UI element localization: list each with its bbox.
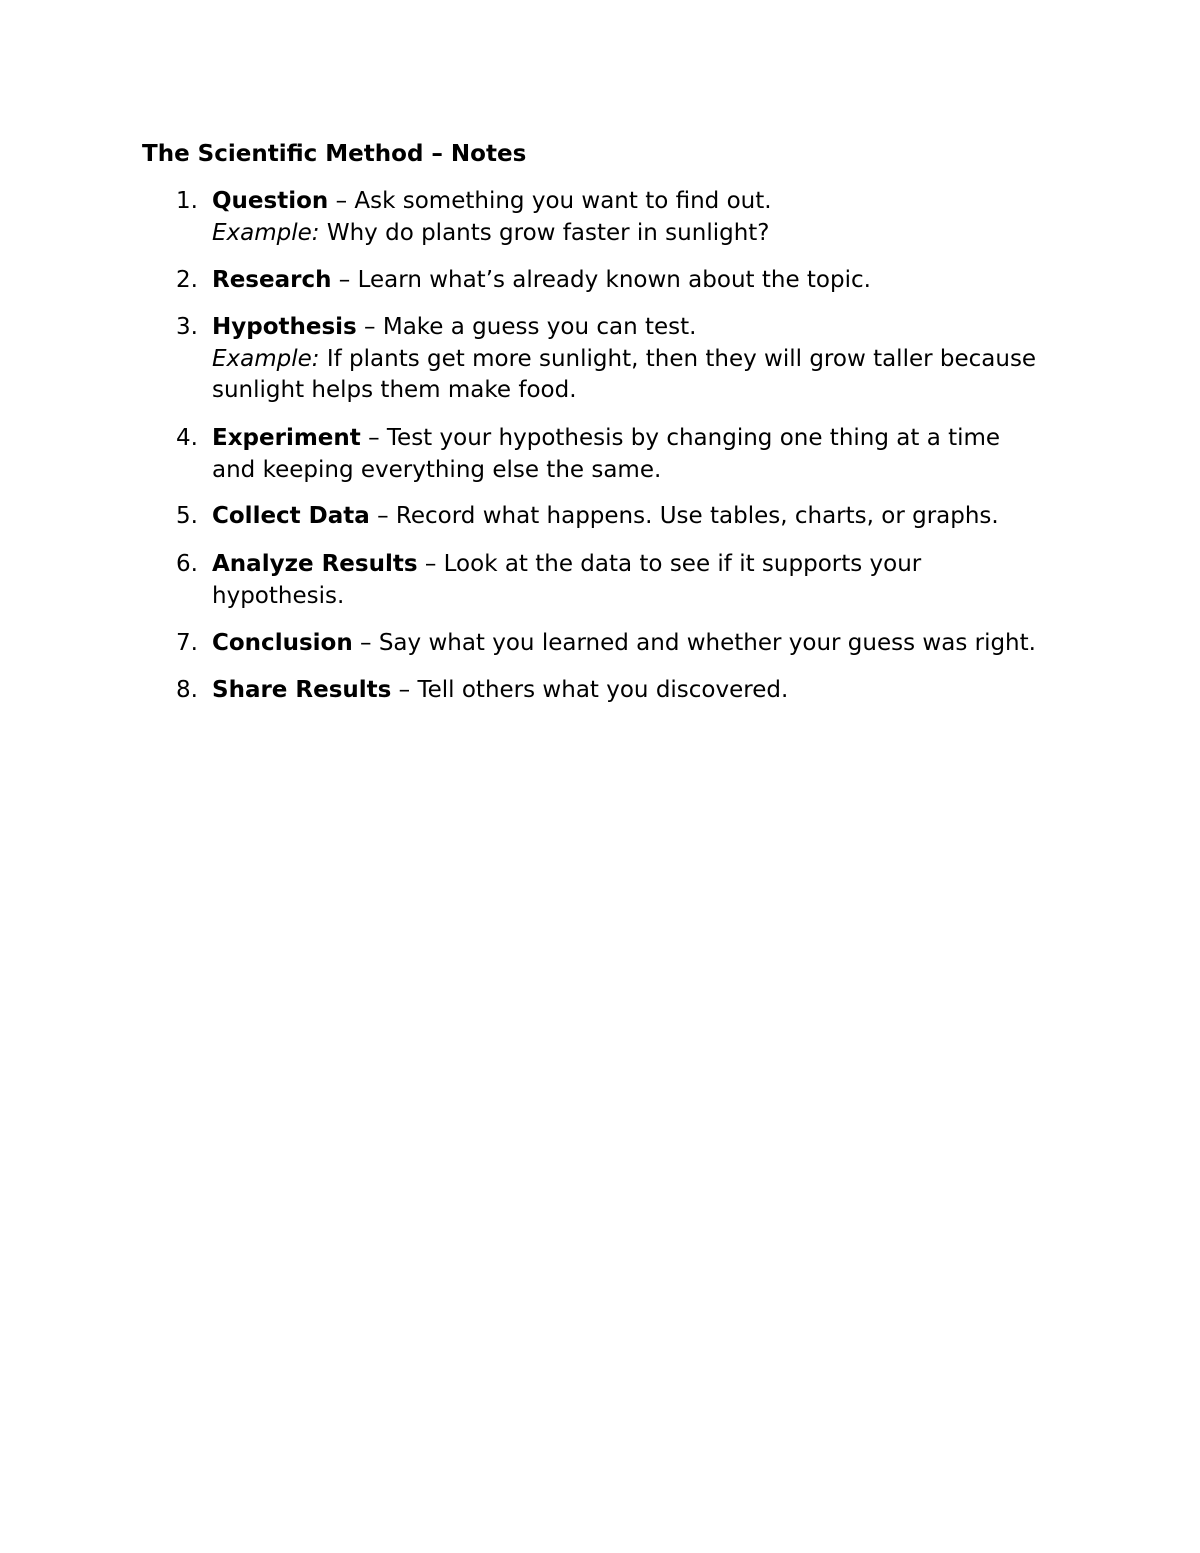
step-number: 3.	[176, 314, 198, 340]
example-line: sunlight helps them make food.	[212, 377, 577, 403]
example-text: Why do plants grow faster in sunlight?	[319, 219, 770, 246]
example-label: Example:	[212, 345, 320, 372]
step-term: Conclusion	[212, 630, 353, 656]
step-line	[212, 675, 1076, 707]
list-item	[176, 549, 1076, 612]
step-number: 1.	[176, 188, 198, 214]
step-body	[212, 265, 1076, 297]
step-description: – Learn what’s already known about the topic.	[331, 267, 871, 293]
example-line	[212, 218, 1076, 250]
step-description: – Tell others what you discovered.	[391, 677, 789, 703]
step-description: – Test your hypothesis by changing one thing at a time	[360, 425, 1001, 451]
step-line	[212, 423, 1076, 455]
step-body	[212, 675, 1076, 707]
step-term: Collect Data	[212, 503, 370, 529]
step-line: hypothesis.	[212, 582, 345, 609]
step-line	[212, 265, 1076, 297]
step-description: – Look at the data to see if it supports your	[417, 551, 922, 577]
step-body	[212, 628, 1076, 660]
step-line	[212, 312, 1076, 344]
step-body	[212, 186, 1076, 249]
step-number: 2.	[176, 267, 198, 293]
list-item	[176, 312, 1076, 407]
step-term: Question	[212, 188, 329, 214]
list-item	[176, 186, 1076, 249]
list-item	[176, 501, 1076, 533]
step-body	[212, 501, 1076, 533]
step-term: Experiment	[212, 425, 361, 451]
step-number: 5.	[176, 503, 198, 529]
step-number: 7.	[176, 630, 198, 656]
step-line	[212, 501, 1076, 533]
list-item	[176, 628, 1076, 660]
step-body	[212, 312, 1076, 407]
step-line	[212, 549, 1076, 581]
step-description: – Make a guess you can test.	[356, 314, 697, 340]
step-term: Hypothesis	[212, 314, 357, 340]
step-body	[212, 423, 1076, 486]
step-term: Research	[212, 267, 332, 293]
list-item	[176, 265, 1076, 297]
step-body	[212, 549, 1076, 612]
step-term: Share Results	[212, 677, 392, 703]
list-item	[176, 675, 1076, 707]
step-description: – Ask something you want to find out.	[328, 188, 772, 214]
example-label: Example:	[212, 219, 320, 246]
step-number: 4.	[176, 425, 198, 451]
step-term: Analyze Results	[212, 551, 418, 577]
page-title: The Scientific Method – Notes	[142, 141, 527, 167]
step-number: 6.	[176, 551, 198, 577]
step-description: – Record what happens. Use tables, charts, or graphs.	[369, 503, 999, 529]
example-text: If plants get more sunlight, then they will grow taller because	[319, 345, 1037, 372]
step-line: and keeping everything else the same.	[212, 456, 662, 483]
step-description: – Say what you learned and whether your guess was right.	[352, 630, 1036, 656]
step-line	[212, 628, 1076, 660]
step-number: 8.	[176, 677, 198, 703]
list-item	[176, 423, 1076, 486]
example-line	[212, 344, 1076, 376]
step-line	[212, 186, 1076, 218]
